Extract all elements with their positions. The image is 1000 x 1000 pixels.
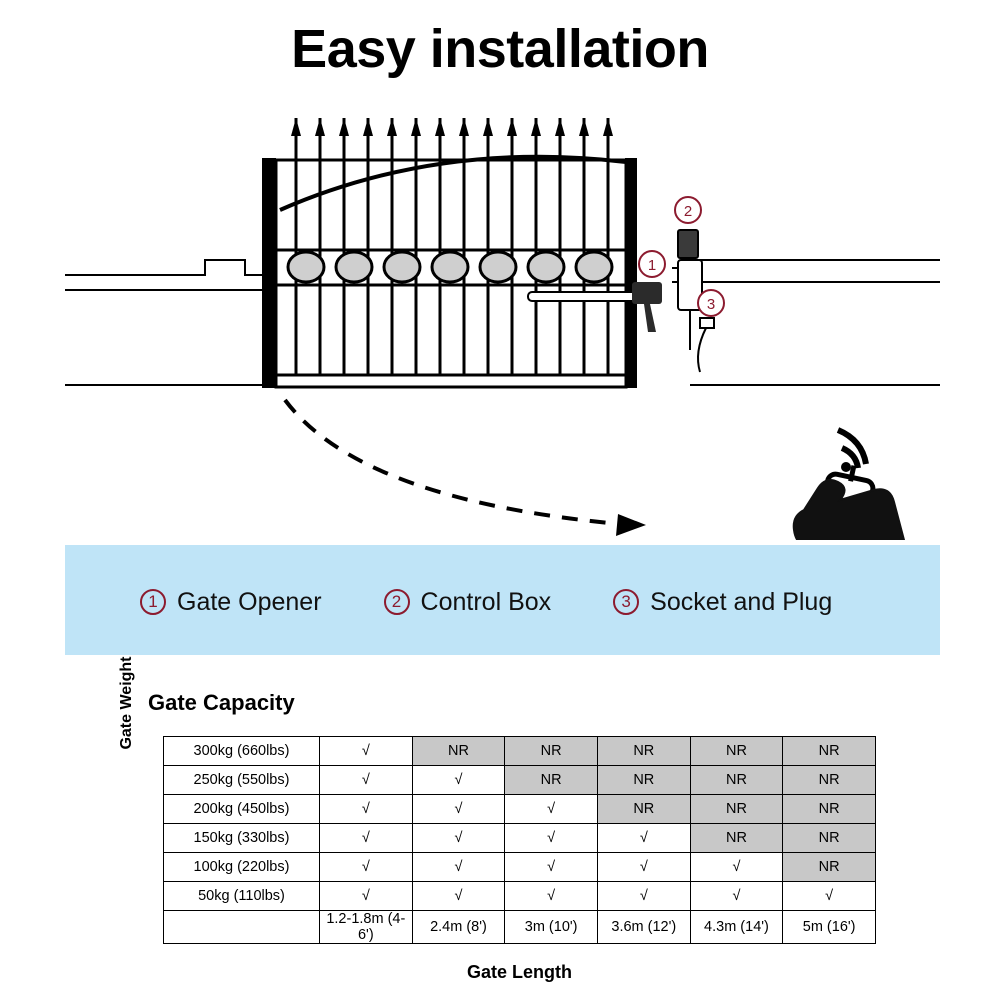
cell: √ [505, 824, 598, 853]
gate-capacity-table [163, 736, 876, 944]
row-label: 300kg (660lbs) [164, 737, 320, 766]
gate-weight-axis-label: Gate Weight [118, 656, 135, 750]
callout-1 [639, 251, 665, 277]
cell: √ [412, 882, 505, 911]
cell: √ [412, 795, 505, 824]
cell: √ [597, 882, 690, 911]
svg-text:1: 1 [647, 257, 657, 274]
installation-illustration [0, 100, 1000, 540]
cell: NR [783, 824, 876, 853]
row-label: 50kg (110lbs) [164, 882, 320, 911]
gate-swing-arrow-icon [285, 400, 646, 536]
remote-control-in-hand-icon [794, 430, 905, 540]
cell: √ [783, 882, 876, 911]
table-footer-row [164, 911, 876, 944]
legend-item-control-box [384, 588, 552, 617]
cell: √ [505, 853, 598, 882]
svg-text:3: 3 [706, 296, 716, 313]
cell: NR [505, 737, 598, 766]
cell: NR [783, 853, 876, 882]
legend-number-2: 2 [384, 589, 410, 615]
callout-2 [675, 197, 701, 223]
socket-and-plug-device [698, 318, 714, 372]
column-label: 5m (16') [783, 911, 876, 944]
legend-item-gate-opener [140, 588, 322, 617]
cell: √ [412, 853, 505, 882]
table-row [164, 795, 876, 824]
cell: √ [690, 882, 783, 911]
svg-text:2: 2 [683, 203, 693, 220]
gate-panel [276, 118, 626, 387]
control-box-device [678, 230, 702, 350]
column-label: 3.6m (12') [597, 911, 690, 944]
legend-number-1: 1 [140, 589, 166, 615]
cell: √ [597, 853, 690, 882]
cell: NR [597, 795, 690, 824]
table-row [164, 824, 876, 853]
column-label: 4.3m (14') [690, 911, 783, 944]
corner-cell [164, 911, 320, 944]
callout-3 [698, 290, 724, 316]
legend-item-socket-and-plug [613, 588, 832, 617]
cell: NR [505, 766, 598, 795]
column-label: 2.4m (8') [412, 911, 505, 944]
cell: NR [690, 737, 783, 766]
cell: √ [597, 824, 690, 853]
table-row [164, 737, 876, 766]
row-label: 150kg (330lbs) [164, 824, 320, 853]
cell: √ [505, 882, 598, 911]
row-label: 100kg (220lbs) [164, 853, 320, 882]
cell: √ [320, 737, 413, 766]
cell: NR [783, 766, 876, 795]
cell: √ [320, 766, 413, 795]
row-label: 200kg (450lbs) [164, 795, 320, 824]
legend [65, 580, 940, 624]
cell: NR [690, 795, 783, 824]
table-row [164, 882, 876, 911]
left-gate-post [262, 158, 276, 388]
cell: √ [412, 766, 505, 795]
legend-label-2: Control Box [420, 587, 552, 616]
cell: NR [783, 795, 876, 824]
column-label: 3m (10') [505, 911, 598, 944]
cell: NR [690, 824, 783, 853]
cell: √ [320, 795, 413, 824]
table-row [164, 766, 876, 795]
cell: NR [412, 737, 505, 766]
cell: NR [783, 737, 876, 766]
legend-label-3: Socket and Plug [650, 587, 833, 616]
row-label: 250kg (550lbs) [164, 766, 320, 795]
legend-number-3: 3 [613, 589, 639, 615]
cell: NR [597, 766, 690, 795]
legend-label-1: Gate Opener [177, 587, 322, 616]
cell: √ [320, 824, 413, 853]
cell: NR [690, 766, 783, 795]
cell: √ [320, 882, 413, 911]
column-label: 1.2-1.8m (4-6') [320, 911, 413, 944]
cell: √ [505, 795, 598, 824]
cell: √ [690, 853, 783, 882]
gate-length-axis-label: Gate Length [466, 962, 572, 982]
gate-capacity-heading: Gate Capacity [148, 690, 295, 715]
cell: √ [412, 824, 505, 853]
cell: NR [597, 737, 690, 766]
page-title: Easy installation [291, 19, 709, 79]
cell: √ [320, 853, 413, 882]
table-row [164, 853, 876, 882]
